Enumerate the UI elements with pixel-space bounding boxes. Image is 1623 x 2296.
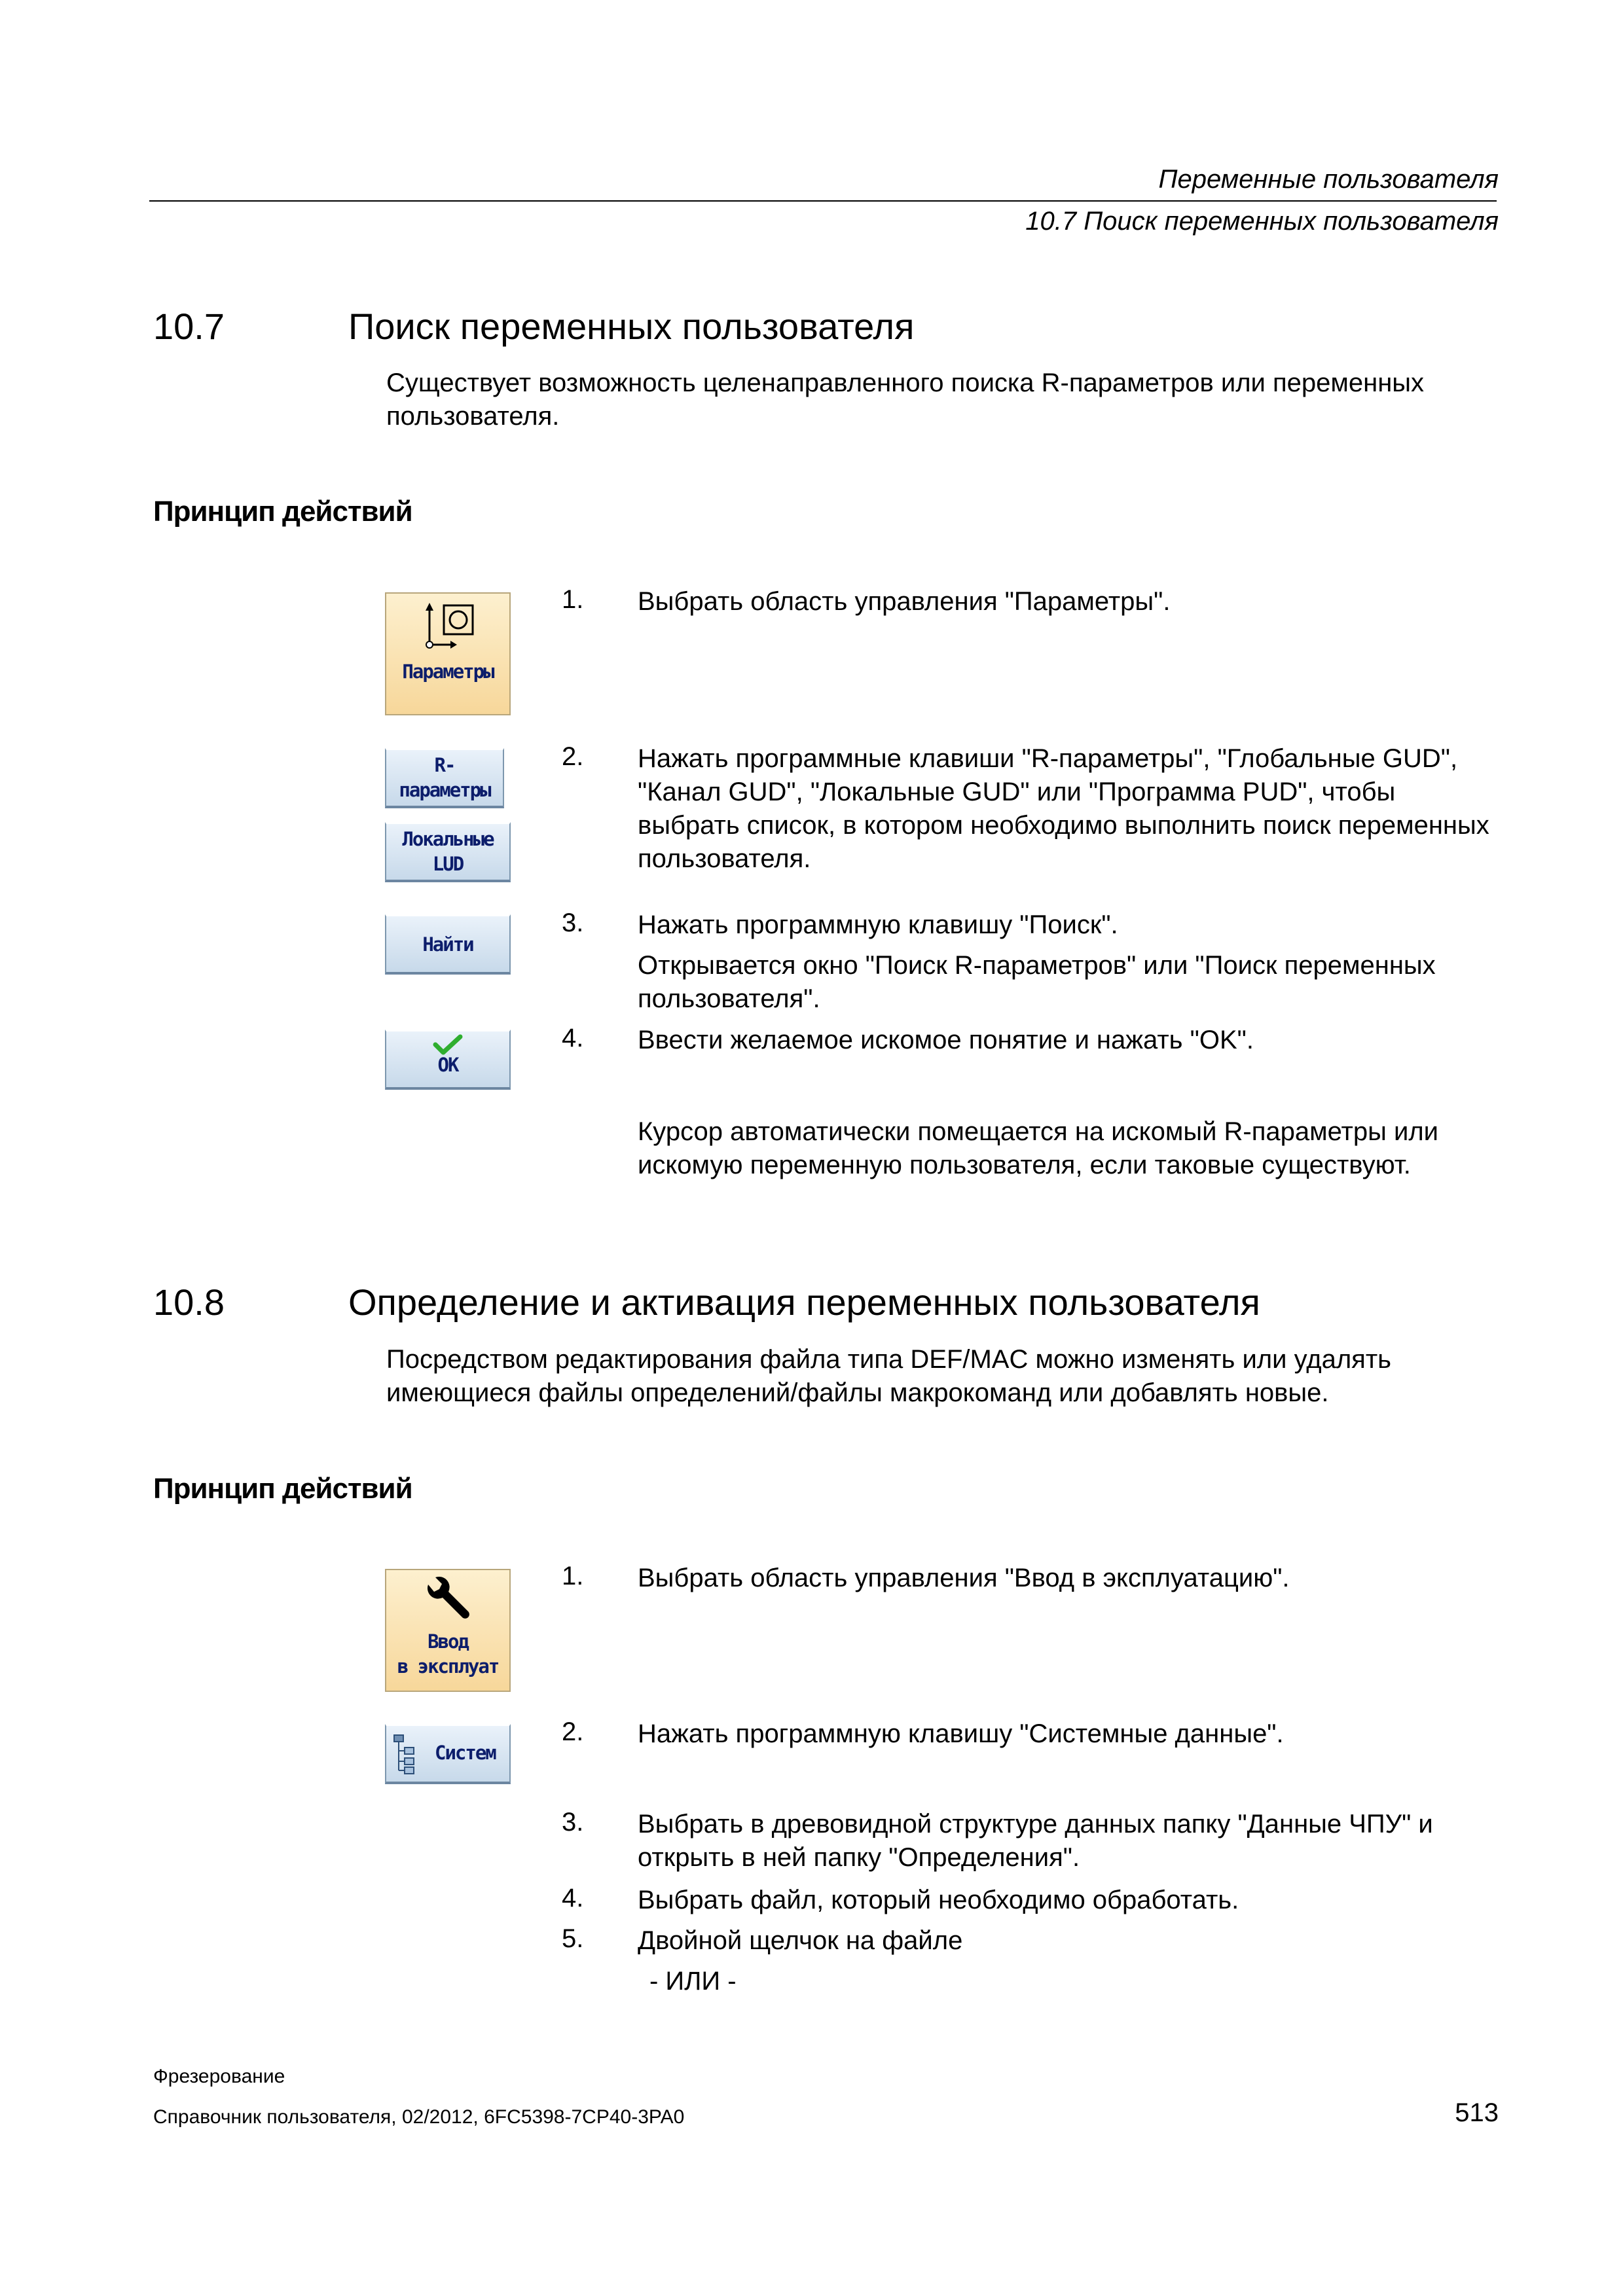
step-number: 3. — [562, 1808, 584, 1837]
section-intro: Посредством редактирования файла типа DEF/MAC можно изменять или удалять имеющиеся файлы определений/файлы макрокоманд или добавлять новые. — [386, 1345, 1391, 1407]
footer-product: Фрезерование — [153, 2066, 285, 2087]
r-parameters-button[interactable] — [385, 748, 504, 808]
step-text: Выбрать файл, который необходимо обработать. — [638, 1886, 1239, 1914]
tree-structure-icon — [393, 1734, 416, 1776]
startup-button-label-line2: в эксплуат — [397, 1655, 499, 1677]
system-data-button[interactable] — [385, 1724, 511, 1784]
step-text: Выбрать область управления "Параметры". — [638, 587, 1171, 616]
header-divider — [149, 200, 1497, 202]
find-button-label: Найти — [422, 933, 473, 956]
wrench-icon — [422, 1575, 474, 1628]
local-lud-label-line1: Локальные — [402, 828, 494, 850]
step-number: 4. — [562, 1884, 584, 1912]
header-chapter: Переменные пользователя — [1158, 165, 1499, 194]
page-number: 513 — [1455, 2098, 1499, 2127]
step-number: 4. — [562, 1024, 584, 1052]
startup-button-label-line1: Ввод — [428, 1630, 468, 1653]
r-parameters-label-line2: параметры — [399, 779, 490, 801]
ok-button[interactable] — [385, 1030, 511, 1090]
section-title: Определение и активация переменных пользователя — [348, 1282, 1260, 1323]
section-title: Поиск переменных пользователя — [348, 306, 915, 347]
step-number: 5. — [562, 1924, 584, 1953]
step-extra: Открывается окно "Поиск R-параметров" или "Поиск переменных пользователя". — [638, 951, 1436, 1013]
step-text: Нажать программную клавишу "Поиск". — [638, 910, 1118, 939]
step-text: Выбрать область управления "Ввод в эксплуатацию". — [638, 1564, 1290, 1592]
system-data-button-label: Систем — [435, 1742, 496, 1764]
header-section: 10.7 Поиск переменных пользователя — [1025, 207, 1499, 236]
step-number: 1. — [562, 585, 584, 614]
local-lud-button[interactable] — [385, 822, 511, 882]
subheading: Принцип действий — [153, 495, 412, 528]
step-text: Нажать программную клавишу "Системные данные". — [638, 1719, 1284, 1748]
step-text: Ввести желаемое искомое понятие и нажать "OK". — [638, 1026, 1254, 1054]
subheading: Принцип действий — [153, 1473, 412, 1505]
section-intro: Существует возможность целенаправленного поиска R-параметров или переменных пользователя. — [386, 368, 1425, 431]
local-lud-label-line2: LUD — [432, 853, 464, 875]
parameters-button[interactable] — [385, 592, 511, 715]
ok-button-label: OK — [437, 1054, 458, 1076]
step-text: Нажать программные клавиши "R-параметры", "Глобальные GUD", "Канал GUD", "Локальные GUD" или "Программа PUD", чтобы выбрать список, в котором необходимо выполнить поиск переменных пользователя. — [638, 744, 1489, 873]
step-number: 3. — [562, 908, 584, 937]
find-button[interactable] — [385, 914, 511, 975]
parameters-button-label: Параметры — [402, 660, 494, 683]
startup-button[interactable] — [385, 1569, 511, 1692]
r-parameters-label-line1: R- — [434, 754, 455, 776]
footer-manual: Справочник пользователя, 02/2012, 6FC5398-7CP40-3PA0 — [153, 2106, 685, 2128]
section-number: 10.8 — [153, 1282, 225, 1323]
step-number: 2. — [562, 742, 584, 771]
parameters-icon — [415, 601, 481, 654]
step-result: Курсор автоматически помещается на искомый R-параметры или искомую переменную пользователя, если таковые существуют. — [638, 1117, 1439, 1179]
step-text: Выбрать в древовидной структуре данных папку "Данные ЧПУ" и открыть в ней папку "Определения". — [638, 1810, 1433, 1872]
step-number: 2. — [562, 1717, 584, 1746]
section-number: 10.7 — [153, 306, 225, 347]
step-number: 1. — [562, 1562, 584, 1590]
step-alternative: - ИЛИ - — [649, 1967, 737, 1996]
step-text: Двойной щелчок на файле — [638, 1926, 963, 1955]
